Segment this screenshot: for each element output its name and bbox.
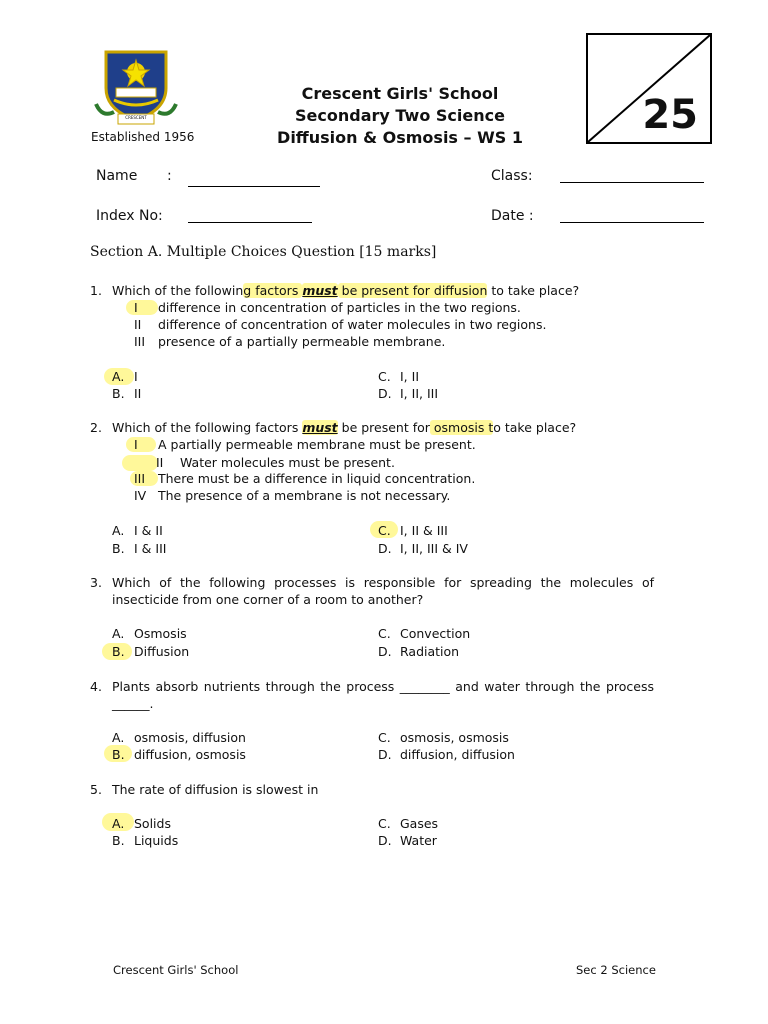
question-text: Which of the following factors must be present for diffusion to take place?: [112, 283, 580, 298]
option-letter: D.: [378, 386, 392, 401]
name-field[interactable]: [188, 186, 320, 187]
name-colon: :: [167, 168, 172, 184]
option-text[interactable]: Water: [400, 833, 437, 848]
q1-item-text: presence of a partially permeable membrane.: [158, 334, 446, 349]
option-letter: C.: [378, 730, 391, 745]
footer-left: Crescent Girls' School: [113, 963, 239, 977]
option-letter: B.: [112, 386, 125, 401]
question-number: 1.: [90, 283, 102, 298]
option-text[interactable]: Radiation: [400, 644, 460, 659]
option-text[interactable]: I, II & III: [400, 523, 448, 538]
question-text: ______.: [112, 696, 154, 711]
class-label: Class:: [491, 168, 533, 184]
index-label: Index No:: [96, 208, 163, 224]
option-text[interactable]: osmosis, diffusion: [134, 730, 246, 745]
option-text[interactable]: Liquids: [134, 833, 179, 848]
option-text[interactable]: I & II: [134, 523, 163, 538]
option-text[interactable]: I: [134, 369, 138, 384]
option-text[interactable]: I & III: [134, 541, 167, 556]
option-letter: D.: [378, 747, 392, 762]
section-a-heading: Section A. Multiple Choices Question [15 marks]: [90, 244, 437, 260]
score-box: [586, 33, 712, 144]
option-letter: D.: [378, 833, 392, 848]
option-text[interactable]: II: [134, 386, 142, 401]
option-letter: B.: [112, 644, 125, 659]
question-text: Which of the following factors must be present for osmosis to take place?: [112, 420, 577, 435]
index-field[interactable]: [188, 222, 312, 223]
question-number: 2.: [90, 420, 102, 435]
option-letter: B.: [112, 747, 125, 762]
question-number: 3.: [90, 575, 102, 590]
option-letter: A.: [112, 816, 125, 831]
class-field[interactable]: [560, 182, 704, 183]
q1-item-text: difference in concentration of particles in the two regions.: [158, 300, 521, 315]
option-text[interactable]: osmosis, osmosis: [400, 730, 509, 745]
q2-item-roman: I: [134, 437, 138, 452]
option-text[interactable]: diffusion, osmosis: [134, 747, 246, 762]
established-text: Established 1956: [91, 130, 195, 144]
option-letter: D.: [378, 541, 392, 556]
question-text: insecticide from one corner of a room to another?: [112, 592, 424, 607]
subject-title: Secondary Two Science: [295, 106, 505, 125]
option-text[interactable]: I, II: [400, 369, 420, 384]
option-text[interactable]: diffusion, diffusion: [400, 747, 515, 762]
option-letter: C.: [378, 816, 391, 831]
option-text[interactable]: I, II, III & IV: [400, 541, 468, 556]
question-number: 4.: [90, 679, 102, 694]
q2-item-roman: II: [156, 455, 164, 470]
q2-item-text: Water molecules must be present.: [180, 455, 395, 470]
question-text: Plants absorb nutrients through the process ________ and water through the process: [112, 679, 654, 694]
option-text[interactable]: Solids: [134, 816, 171, 831]
footer-right: Sec 2 Science: [576, 963, 656, 977]
q2-item-roman: III: [134, 471, 146, 486]
q2-item-roman: IV: [134, 488, 147, 503]
q2-item-text: There must be a difference in liquid concentration.: [158, 471, 476, 486]
option-letter: B.: [112, 833, 125, 848]
total-score: 25: [642, 92, 698, 138]
q1-item-roman: II: [134, 317, 142, 332]
question-text: The rate of diffusion is slowest in: [112, 782, 319, 797]
q1-item-roman: I: [134, 300, 138, 315]
name-label: Name: [96, 168, 138, 184]
q1-item-roman: III: [134, 334, 146, 349]
date-field[interactable]: [560, 222, 704, 223]
item-highlight: [122, 455, 158, 471]
q2-item-text: A partially permeable membrane must be present.: [158, 437, 476, 452]
school-name: Crescent Girls' School: [301, 84, 499, 103]
option-letter: C.: [378, 626, 391, 641]
option-letter: C.: [378, 369, 391, 384]
q2-item-text: The presence of a membrane is not necessary.: [158, 488, 451, 503]
crest-motto: CRESCENT: [125, 115, 147, 120]
option-text[interactable]: Gases: [400, 816, 439, 831]
item-highlight: [126, 437, 156, 452]
worksheet-title: Diffusion & Osmosis – WS 1: [277, 128, 523, 147]
option-letter: A.: [112, 369, 125, 384]
option-letter: D.: [378, 644, 392, 659]
option-text[interactable]: Diffusion: [134, 644, 190, 659]
option-letter: A.: [112, 523, 125, 538]
option-text[interactable]: Osmosis: [134, 626, 187, 641]
question-text: Which of the following processes is responsible for spreading the molecules of: [112, 575, 654, 590]
date-label: Date :: [491, 208, 534, 224]
option-text[interactable]: Convection: [400, 626, 471, 641]
option-letter: A.: [112, 626, 125, 641]
option-letter: B.: [112, 541, 125, 556]
option-letter: A.: [112, 730, 125, 745]
option-letter: C.: [378, 523, 391, 538]
question-number: 5.: [90, 782, 102, 797]
q1-item-text: difference of concentration of water molecules in two regions.: [158, 317, 547, 332]
option-text[interactable]: I, II, III: [400, 386, 439, 401]
